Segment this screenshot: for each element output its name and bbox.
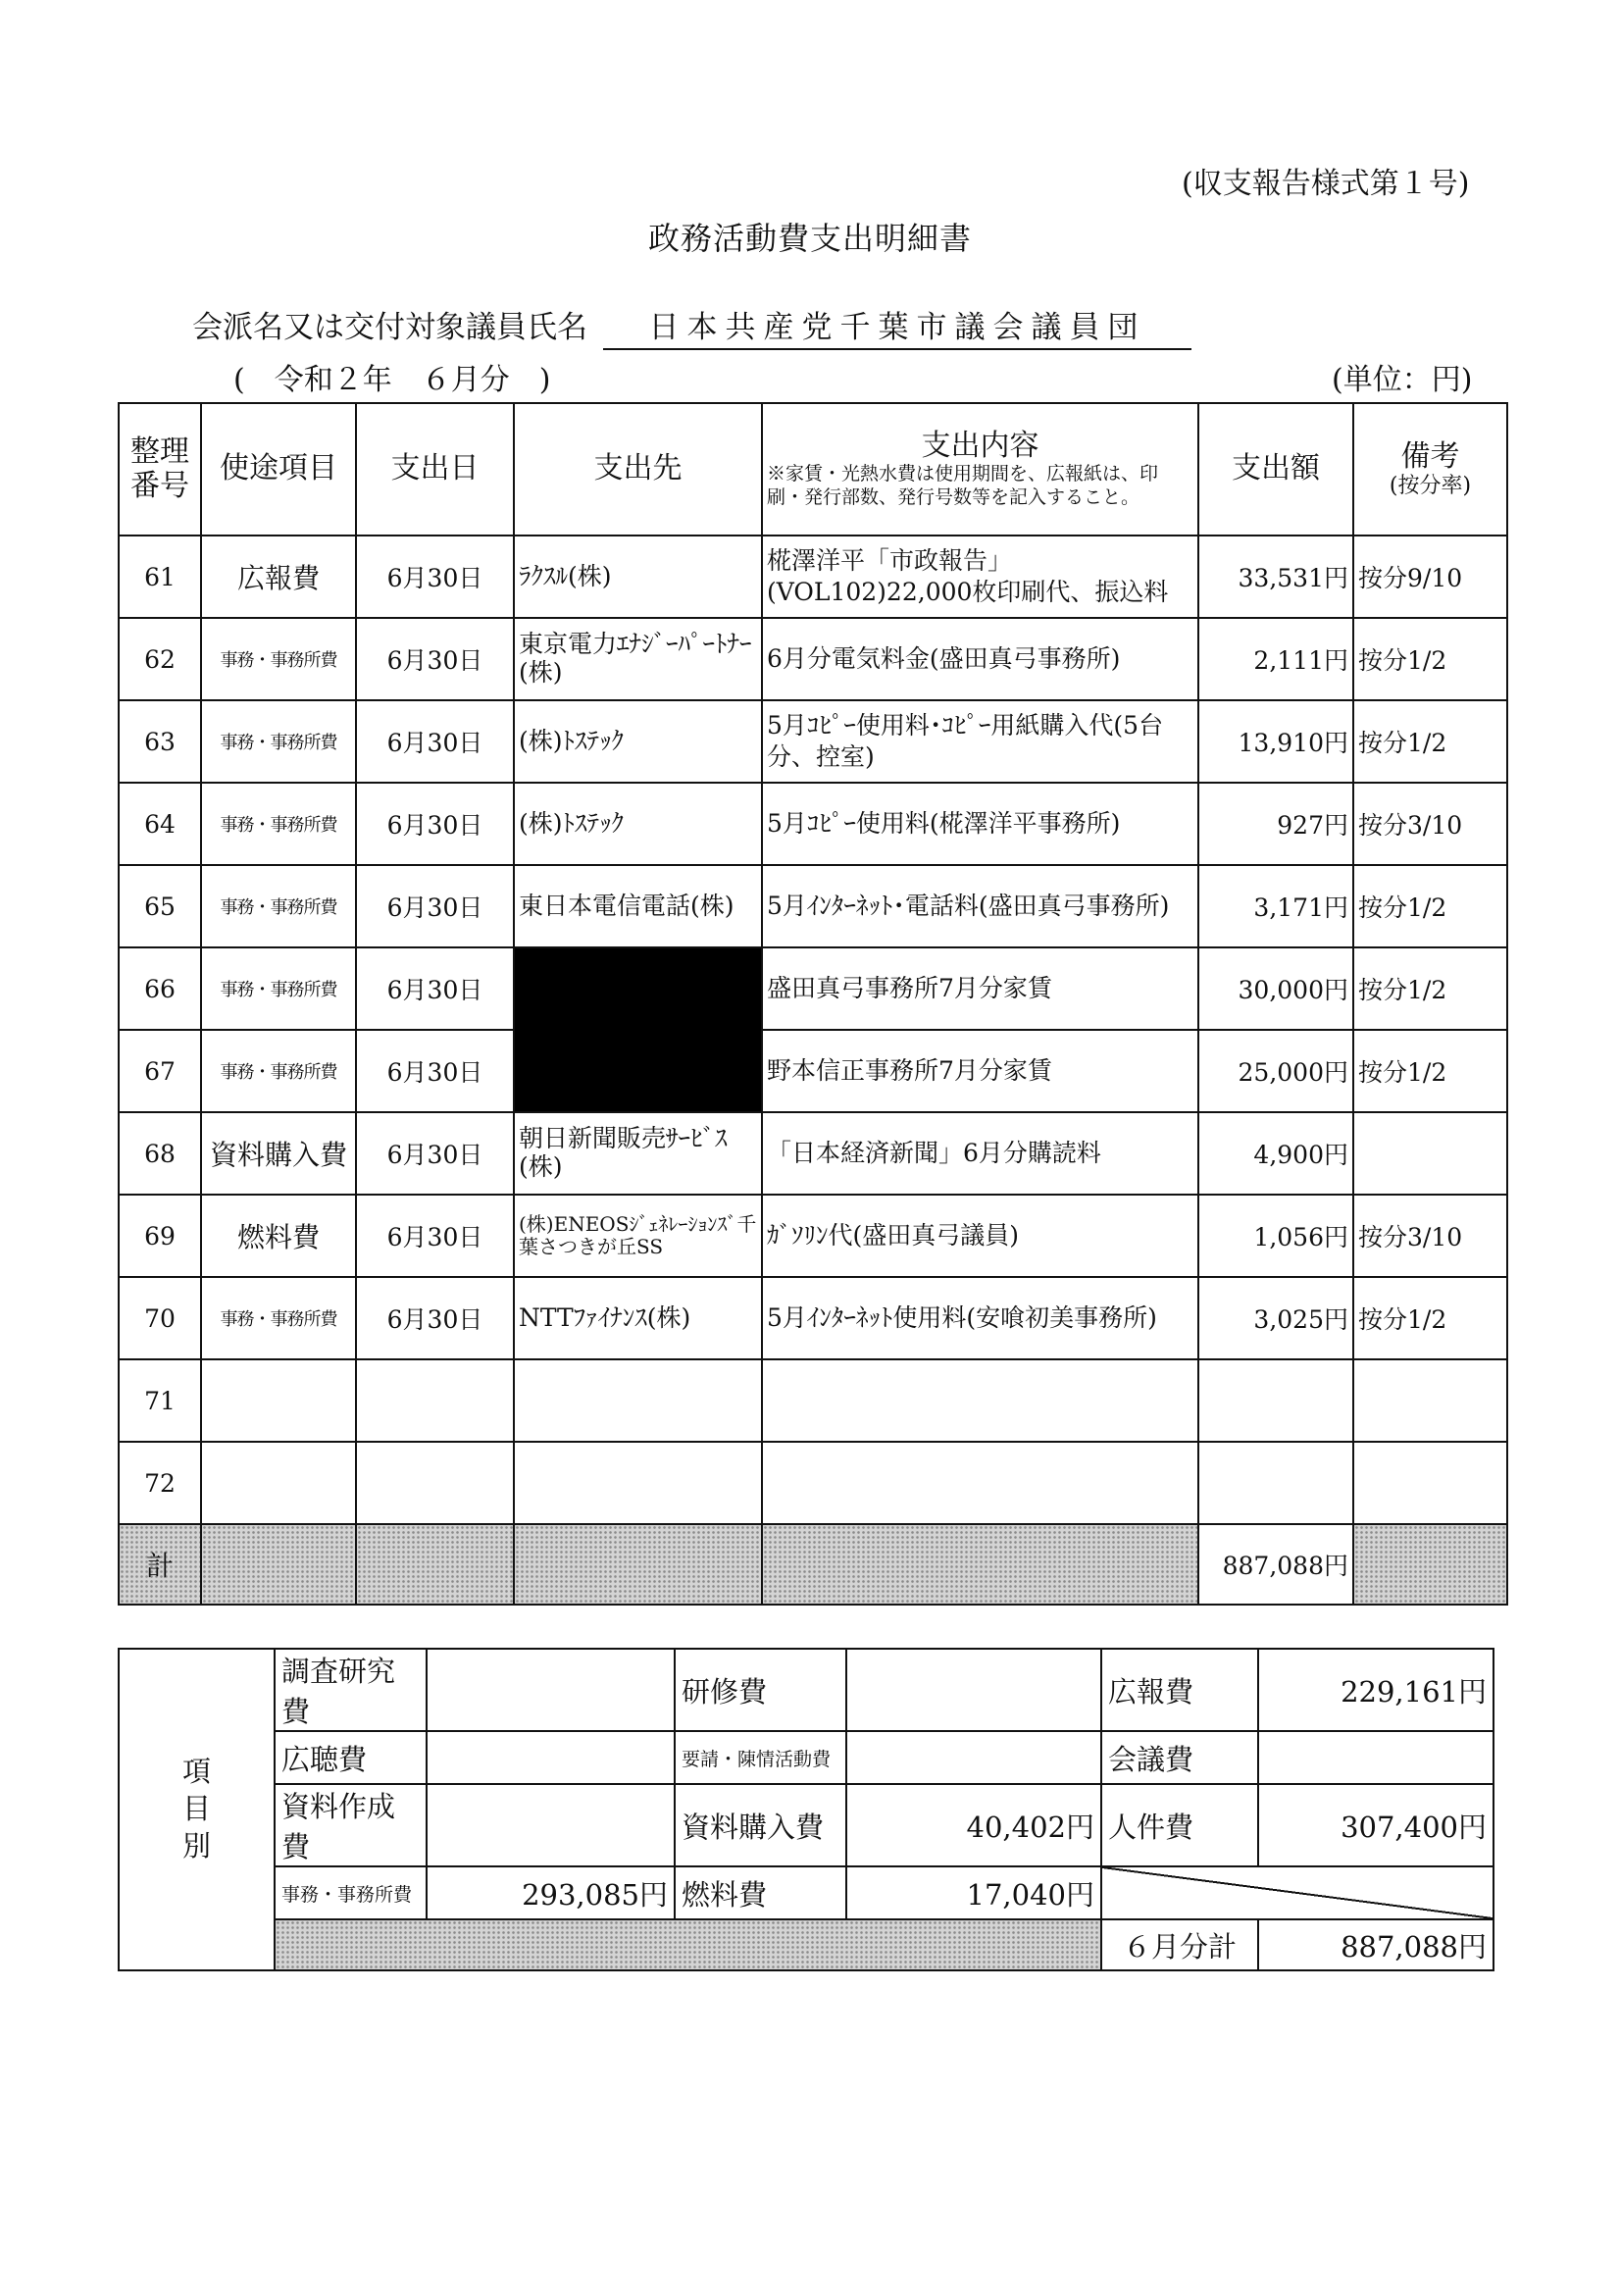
summary-value-kocho bbox=[427, 1731, 675, 1784]
row-amount: 25,000円 bbox=[1198, 1030, 1353, 1112]
summary-shaded-cell bbox=[275, 1919, 1101, 1970]
unit-label: (単位：円) bbox=[1332, 363, 1473, 397]
summary-row bbox=[119, 1731, 1493, 1784]
header-payee: 支出先 bbox=[514, 403, 762, 536]
row-date: 6月30日 bbox=[356, 1030, 514, 1112]
table-row bbox=[119, 947, 1507, 1030]
total-shaded-cell bbox=[514, 1524, 762, 1605]
row-note: 按分1/2 bbox=[1353, 865, 1507, 947]
row-date bbox=[356, 1359, 514, 1442]
row-description: 「日本経済新聞」6月分購読料 bbox=[762, 1112, 1198, 1195]
row-date: 6月30日 bbox=[356, 1195, 514, 1277]
row-amount: 3,025円 bbox=[1198, 1277, 1353, 1359]
row-note: 按分1/2 bbox=[1353, 1277, 1507, 1359]
summary-label-jimu: 事務・事務所費 bbox=[275, 1866, 427, 1919]
row-amount: 30,000円 bbox=[1198, 947, 1353, 1030]
row-payee: 東日本電信電話(株) bbox=[514, 865, 762, 947]
row-no: 61 bbox=[119, 536, 201, 618]
row-description: 椛澤洋平「市政報告」(VOL102)22,000枚印刷代、振込料 bbox=[762, 536, 1198, 618]
summary-value-kaigi bbox=[1258, 1731, 1493, 1784]
row-date: 6月30日 bbox=[356, 700, 514, 783]
row-description bbox=[762, 1359, 1198, 1442]
summary-label-kaigi: 会議費 bbox=[1101, 1731, 1258, 1784]
expense-table bbox=[118, 402, 1508, 1606]
summary-label-kenshu: 研修費 bbox=[675, 1649, 846, 1731]
row-note bbox=[1353, 1112, 1507, 1195]
header-no: 整理番号 bbox=[119, 403, 201, 536]
row-amount: 4,900円 bbox=[1198, 1112, 1353, 1195]
header-note-sub: (按分率) bbox=[1389, 474, 1472, 499]
row-purpose: 事務・事務所費 bbox=[201, 783, 356, 865]
header-purpose: 使途項目 bbox=[201, 403, 356, 536]
row-amount: 2,111円 bbox=[1198, 618, 1353, 700]
document-title: 政務活動費支出明細書 bbox=[647, 220, 972, 257]
row-note bbox=[1353, 1442, 1507, 1524]
table-row bbox=[119, 1112, 1507, 1195]
summary-value-nenryo: 17,040円 bbox=[846, 1866, 1101, 1919]
redacted-payee bbox=[514, 947, 762, 1112]
row-date: 6月30日 bbox=[356, 865, 514, 947]
row-description: 5月ｲﾝﾀｰﾈｯﾄ使用料(安喰初美事務所) bbox=[762, 1277, 1198, 1359]
row-purpose: 事務・事務所費 bbox=[201, 947, 356, 1030]
summary-value-shiryo-konyu: 40,402円 bbox=[846, 1784, 1101, 1866]
row-date bbox=[356, 1442, 514, 1524]
row-description: 盛田真弓事務所7月分家賃 bbox=[762, 947, 1198, 1030]
period bbox=[233, 355, 550, 398]
table-row bbox=[119, 865, 1507, 947]
row-note: 按分9/10 bbox=[1353, 536, 1507, 618]
summary-label-nenryo: 燃料費 bbox=[675, 1866, 846, 1919]
total-row bbox=[119, 1524, 1507, 1605]
total-shaded-cell bbox=[356, 1524, 514, 1605]
header-description-note: ※家賃・光熱水費は使用期間を、広報紙は、印刷・発行部数、発行号数等を記入すること。 bbox=[767, 463, 1159, 508]
row-payee: (株)ENEOSｼﾞｪﾈﾚｰｼｮﾝｽﾞ千葉さつきが丘SS bbox=[514, 1195, 762, 1277]
summary-row bbox=[119, 1649, 1493, 1731]
summary-total-row bbox=[119, 1919, 1493, 1970]
table-row bbox=[119, 1359, 1507, 1442]
row-amount bbox=[1198, 1442, 1353, 1524]
table-row bbox=[119, 1442, 1507, 1524]
row-no: 69 bbox=[119, 1195, 201, 1277]
header-date: 支出日 bbox=[356, 403, 514, 536]
row-date: 6月30日 bbox=[356, 1112, 514, 1195]
period-open: ( bbox=[233, 363, 245, 397]
summary-value-chosa bbox=[427, 1649, 675, 1731]
row-payee bbox=[514, 1359, 762, 1442]
summary-diagonal-blank bbox=[1101, 1866, 1493, 1919]
summary-label-jinken: 人件費 bbox=[1101, 1784, 1258, 1866]
row-purpose bbox=[201, 1442, 356, 1524]
summary-side-label: 項目別 bbox=[119, 1649, 275, 1970]
total-label: 計 bbox=[119, 1524, 201, 1605]
period-value: 令和２年 ６月分 bbox=[274, 363, 510, 397]
total-shaded-cell bbox=[1353, 1524, 1507, 1605]
group-label: 会派名又は交付対象議員氏名 bbox=[192, 310, 587, 345]
row-description: 5月ｲﾝﾀｰﾈｯﾄ･電話料(盛田真弓事務所) bbox=[762, 865, 1198, 947]
row-no: 68 bbox=[119, 1112, 201, 1195]
row-no: 65 bbox=[119, 865, 201, 947]
header-description bbox=[762, 403, 1198, 536]
summary-label-kocho: 広聴費 bbox=[275, 1731, 427, 1784]
summary-value-jimu: 293,085円 bbox=[427, 1866, 675, 1919]
row-purpose: 燃料費 bbox=[201, 1195, 356, 1277]
summary-month-total-label: ６月分計 bbox=[1101, 1919, 1258, 1970]
row-no: 64 bbox=[119, 783, 201, 865]
row-date: 6月30日 bbox=[356, 536, 514, 618]
row-description bbox=[762, 1442, 1198, 1524]
row-amount: 1,056円 bbox=[1198, 1195, 1353, 1277]
row-amount: 33,531円 bbox=[1198, 536, 1353, 618]
row-note: 按分1/2 bbox=[1353, 1030, 1507, 1112]
table-row bbox=[119, 618, 1507, 700]
table-header-row bbox=[119, 403, 1507, 536]
row-payee: (株)ﾄｽﾃｯｸ bbox=[514, 783, 762, 865]
table-row bbox=[119, 1277, 1507, 1359]
summary-label-yosei: 要請・陳情活動費 bbox=[675, 1731, 846, 1784]
row-no: 66 bbox=[119, 947, 201, 1030]
row-amount bbox=[1198, 1359, 1353, 1442]
summary-label-chosa: 調査研究費 bbox=[275, 1649, 427, 1731]
row-purpose: 事務・事務所費 bbox=[201, 700, 356, 783]
summary-table bbox=[118, 1648, 1494, 1971]
total-shaded-cell bbox=[201, 1524, 356, 1605]
header-note-title: 備考 bbox=[1400, 438, 1460, 474]
total-shaded-cell bbox=[762, 1524, 1198, 1605]
header-description-title: 支出内容 bbox=[921, 428, 1039, 463]
row-note: 按分1/2 bbox=[1353, 618, 1507, 700]
row-note: 按分1/2 bbox=[1353, 700, 1507, 783]
header-amount: 支出額 bbox=[1198, 403, 1353, 536]
summary-value-yosei bbox=[846, 1731, 1101, 1784]
row-purpose: 事務・事務所費 bbox=[201, 865, 356, 947]
row-payee: 朝日新聞販売ｻｰﾋﾞｽ(株) bbox=[514, 1112, 762, 1195]
form-number: (収支報告様式第１号) bbox=[1182, 167, 1470, 201]
row-description: 5月ｺﾋﾟｰ使用料(椛澤洋平事務所) bbox=[762, 783, 1198, 865]
summary-value-koho: 229,161円 bbox=[1258, 1649, 1493, 1731]
row-no: 63 bbox=[119, 700, 201, 783]
summary-label-shiryo-konyu: 資料購入費 bbox=[675, 1784, 846, 1866]
table-row bbox=[119, 1030, 1507, 1112]
row-description: 野本信正事務所7月分家賃 bbox=[762, 1030, 1198, 1112]
row-purpose: 事務・事務所費 bbox=[201, 1277, 356, 1359]
row-purpose: 資料購入費 bbox=[201, 1112, 356, 1195]
table-row bbox=[119, 700, 1507, 783]
row-amount: 3,171円 bbox=[1198, 865, 1353, 947]
group-name: 日本共産党千葉市議会議員団 bbox=[603, 302, 1191, 350]
table-row bbox=[119, 1195, 1507, 1277]
summary-label-koho: 広報費 bbox=[1101, 1649, 1258, 1731]
row-payee: NTTﾌｧｲﾅﾝｽ(株) bbox=[514, 1277, 762, 1359]
table-row bbox=[119, 536, 1507, 618]
summary-month-total: 887,088円 bbox=[1258, 1919, 1493, 1970]
summary-row bbox=[119, 1784, 1493, 1866]
row-no: 70 bbox=[119, 1277, 201, 1359]
row-description: 5月ｺﾋﾟｰ使用料･ｺﾋﾟｰ用紙購入代(5台分、控室) bbox=[762, 700, 1198, 783]
row-payee: (株)ﾄｽﾃｯｸ bbox=[514, 700, 762, 783]
row-purpose: 事務・事務所費 bbox=[201, 1030, 356, 1112]
row-payee: ﾗｸｽﾙ(株) bbox=[514, 536, 762, 618]
row-note: 按分3/10 bbox=[1353, 783, 1507, 865]
row-description: 6月分電気料金(盛田真弓事務所) bbox=[762, 618, 1198, 700]
row-date: 6月30日 bbox=[356, 947, 514, 1030]
row-no: 67 bbox=[119, 1030, 201, 1112]
row-amount: 13,910円 bbox=[1198, 700, 1353, 783]
row-note: 按分1/2 bbox=[1353, 947, 1507, 1030]
row-note bbox=[1353, 1359, 1507, 1442]
row-payee bbox=[514, 1442, 762, 1524]
header-note bbox=[1353, 403, 1507, 536]
row-purpose bbox=[201, 1359, 356, 1442]
summary-row bbox=[119, 1866, 1493, 1919]
row-no: 62 bbox=[119, 618, 201, 700]
total-amount: 887,088円 bbox=[1198, 1524, 1353, 1605]
row-date: 6月30日 bbox=[356, 783, 514, 865]
summary-label-shiryo-sakusei: 資料作成費 bbox=[275, 1784, 427, 1866]
summary-value-kenshu bbox=[846, 1649, 1101, 1731]
row-payee: 東京電力ｴﾅｼﾞｰﾊﾟｰﾄﾅｰ(株) bbox=[514, 618, 762, 700]
row-no: 72 bbox=[119, 1442, 201, 1524]
table-row bbox=[119, 783, 1507, 865]
summary-value-shiryo-sakusei bbox=[427, 1784, 675, 1866]
row-purpose: 広報費 bbox=[201, 536, 356, 618]
row-date: 6月30日 bbox=[356, 618, 514, 700]
row-date: 6月30日 bbox=[356, 1277, 514, 1359]
row-no: 71 bbox=[119, 1359, 201, 1442]
summary-value-jinken: 307,400円 bbox=[1258, 1784, 1493, 1866]
row-note: 按分3/10 bbox=[1353, 1195, 1507, 1277]
row-amount: 927円 bbox=[1198, 783, 1353, 865]
row-purpose: 事務・事務所費 bbox=[201, 618, 356, 700]
row-description: ｶﾞｿﾘﾝ代(盛田真弓議員) bbox=[762, 1195, 1198, 1277]
period-close: ) bbox=[538, 363, 551, 397]
